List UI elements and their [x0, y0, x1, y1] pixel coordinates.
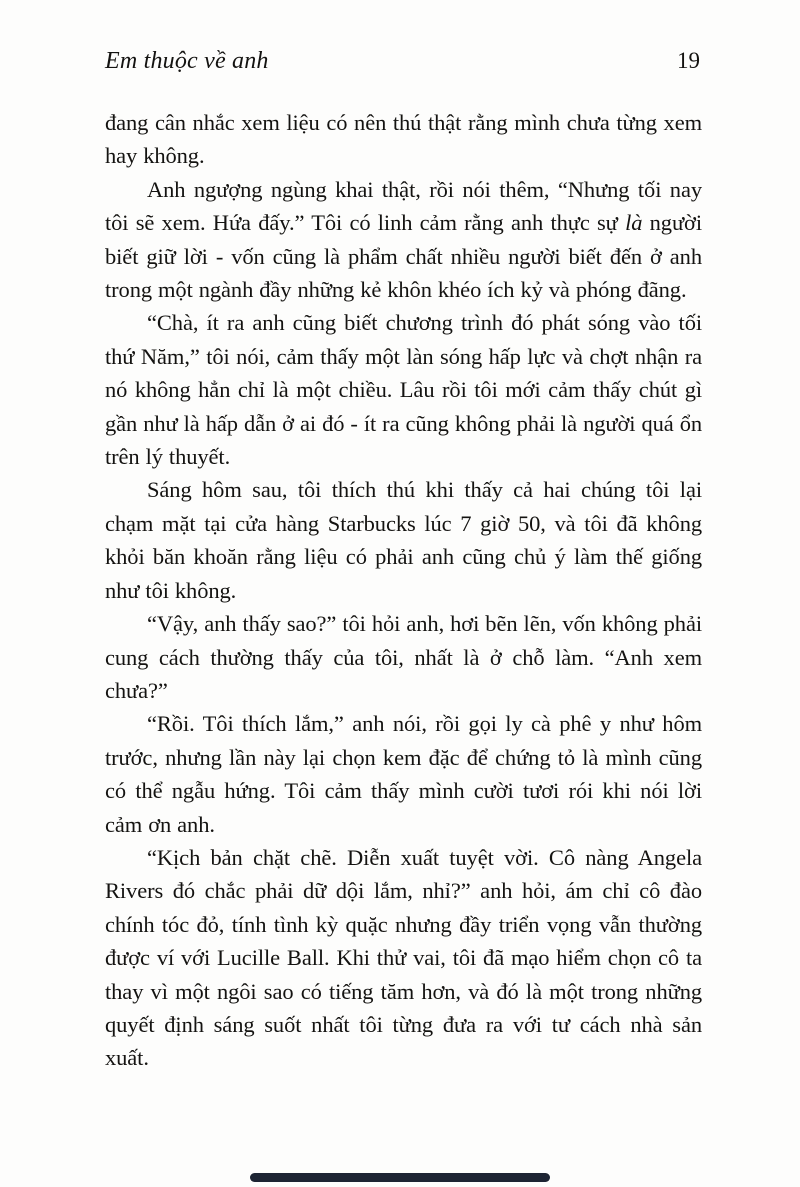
home-indicator-bar[interactable]	[250, 1173, 550, 1182]
paragraph	[105, 841, 702, 1075]
text-run: Sáng hôm sau, tôi thích thú khi thấy cả hai chúng tôi lại chạm mặt tại cửa hàng Starbucks lúc 7 giờ 50, và tôi đã không khỏi băn khoăn rằng liệu có phải anh cũng chủ ý làm thế giống như tôi không.	[105, 477, 702, 603]
paragraph	[105, 607, 702, 707]
text-run: Anh ngượng ngùng khai thật, rồi nói thêm, “Nhưng tối nay tôi sẽ xem. Hứa đấy.” Tôi có linh cảm rằng anh thực sự	[105, 176, 702, 236]
text-run: “Vậy, anh thấy sao?” tôi hỏi anh, hơi bẽn lẽn, vốn không phải cung cách thường thấy của tôi, nhất là ở chỗ làm. “Anh xem chưa?”	[105, 611, 702, 703]
text-run: “Kịch bản chặt chẽ. Diễn xuất tuyệt vời. Cô nàng Angela Rivers đó chắc phải dữ dội lắm, nhỉ?” anh hỏi, ám chỉ cô đào chính tóc đỏ, tính tình kỳ quặc nhưng đầy triển vọng vẫn thường được ví với Lucille Ball. Khi thử vai, tôi đã mạo hiểm chọn cô ta thay vì một ngôi sao có tiếng tăm hơn, và đó là một trong những quyết định sáng suốt nhất tôi từng đưa ra với tư cách nhà sản xuất.	[105, 844, 702, 1071]
italic-text-run: là	[625, 210, 643, 236]
paragraph	[105, 306, 702, 473]
page-body	[105, 106, 702, 1075]
paragraph	[105, 106, 702, 173]
text-run: “Chà, ít ra anh cũng biết chương trình đó phát sóng vào tối thứ Năm,” tôi nói, cảm thấy một làn sóng hấp lực và chợt nhận ra nó không hẳn chỉ là một chiều. Lâu rồi tôi mới cảm thấy chút gì gần như là hấp dẫn ở ai đó - ít ra cũng không phải là người quá ổn trên lý thuyết.	[105, 310, 702, 470]
text-run: người biết giữ lời - vốn cũng là phẩm chất nhiều người biết đến ở anh trong một ngành đầy những kẻ khôn khéo ích kỷ và phóng đãng.	[105, 210, 703, 303]
text-run: đang cân nhắc xem liệu có nên thú thật rằng mình chưa từng xem hay không.	[105, 110, 702, 169]
page-header	[105, 48, 700, 75]
paragraph	[105, 473, 702, 607]
running-title: Em thuộc về anh	[105, 48, 269, 74]
text-run: “Rồi. Tôi thích lắm,” anh nói, rồi gọi ly cà phê y như hôm trước, nhưng lần này lại chọn kem đặc để chứng tỏ là mình cũng có thể ngẫu hứng. Tôi cảm thấy mình cười tươi rói khi nói lời cảm ơn anh.	[105, 711, 702, 837]
paragraph	[105, 173, 702, 307]
page-number: 19	[677, 48, 700, 73]
paragraph	[105, 707, 702, 841]
